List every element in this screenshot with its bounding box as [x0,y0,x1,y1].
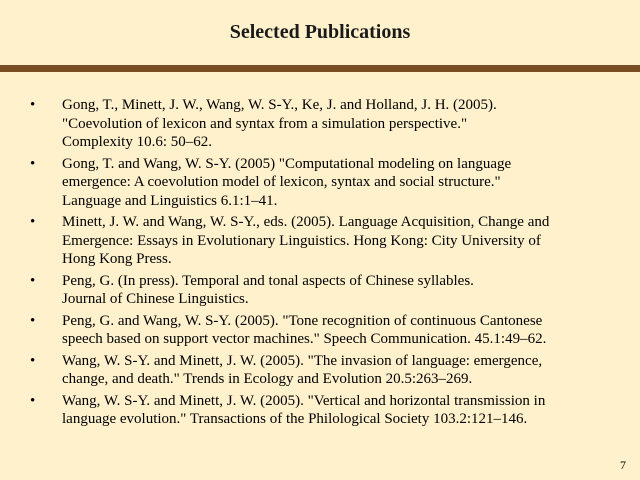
publication-citation-line: Emergence: Essays in Evolutionary Linguistics. Hong Kong: City University of [62,232,541,249]
publication-citation-line: Hong Kong Press. [62,251,172,267]
publication-citation-line: Gong, T. and Wang, W. S-Y. (2005) "Computational modeling on language [62,155,512,172]
publication-citation-line: speech based on support vector machines." Speech Communication. 45.1:49–62. [62,331,547,347]
publication-citation-line: language evolution." Transactions of the Philological Society 103.2:121–146. [62,411,528,427]
publication-citation-line: Gong, T., Minett, J. W., Wang, W. S-Y., Ke, J. and Holland, J. H. (2005). [62,97,497,113]
publication-item [30,392,610,429]
publication-citation-line: change, and death." Trends in Ecology and Evolution 20.5:263–269. [62,371,473,387]
publication-item [30,96,610,152]
publication-item [30,272,610,309]
publication-citation-line: Peng, G. and Wang, W. S-Y. (2005). "Tone recognition of continuous Cantonese [62,312,543,329]
page-number: 7 [620,458,626,472]
bullet-icon: • [30,392,36,409]
slide-title: Selected Publications [229,21,411,43]
publication-citation-line: Wang, W. S-Y. and Minett, J. W. (2005). "The invasion of language: emergence, [62,352,543,369]
bullet-icon: • [30,272,36,289]
publication-citation-line: Complexity 10.6: 50–62. [62,134,212,150]
bullet-icon: • [30,352,36,369]
publication-citation-line: Peng, G. (In press). Temporal and tonal aspects of Chinese syllables. [62,272,474,289]
publication-item [30,312,610,349]
publication-citation-line: "Coevolution of lexicon and syntax from a simulation perspective." [62,115,468,132]
publication-item [30,352,610,389]
publication-list [30,96,610,432]
publication-item [30,213,610,269]
publication-item [30,155,610,211]
bullet-icon: • [30,312,36,329]
publication-citation-line: Minett, J. W. and Wang, W. S-Y., eds. (2005). Language Acquisition, Change and [62,214,550,230]
bullet-icon: • [30,214,36,230]
bullet-icon: • [30,97,36,113]
publication-citation-line: emergence: A coevolution model of lexicon, syntax and social structure." [62,174,501,190]
publication-citation-line: Language and Linguistics 6.1:1–41. [62,192,278,209]
publication-citation-line: Journal of Chinese Linguistics. [62,291,249,307]
bullet-icon: • [30,155,36,172]
publication-citation-line: Wang, W. S-Y. and Minett, J. W. (2005). "Vertical and horizontal transmission in [62,392,546,409]
title-divider [0,65,640,72]
